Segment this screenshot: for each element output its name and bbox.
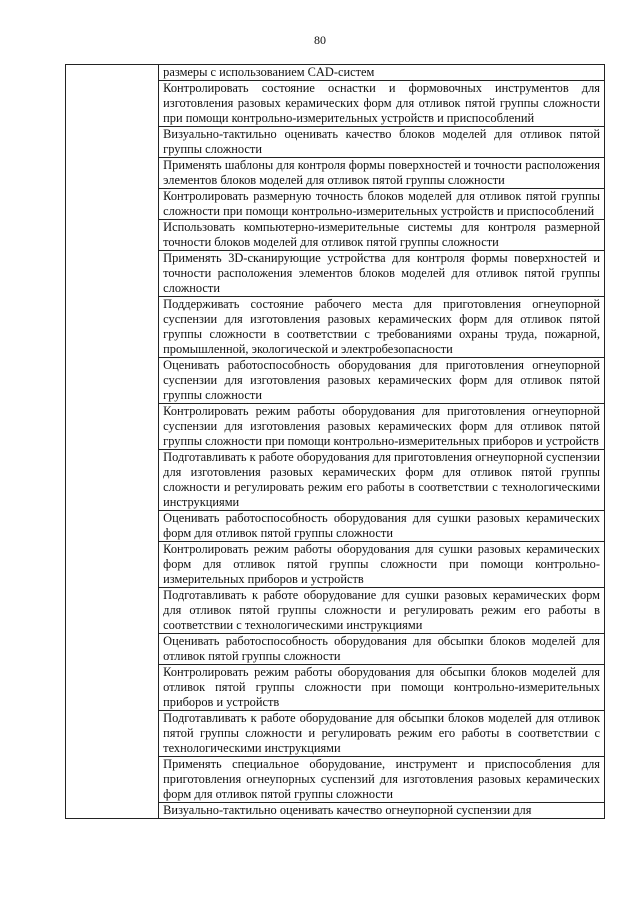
table-cell: Контролировать режим работы оборудования для приготовления огнеупорной суспензии для изготовления разовых керамических форм для отливок пятой группы сложности при помощи контрольно-измерительных приборов и устройств	[159, 404, 605, 450]
table-cell: Использовать компьютерно-измерительные системы для контроля размерной точности блоков моделей для отливок пятой группы сложности	[159, 220, 605, 251]
table-cell: Поддерживать состояние рабочего места для приготовления огнеупорной суспензии для изготовления разовых керамических форм для отливок пятой группы сложности в соответствии с требованиями охраны труда, пожарной, промышленной, экологической и электробезопасности	[159, 297, 605, 358]
table-cell: Применять 3D-сканирующие устройства для контроля формы поверхностей и точности расположения элементов блоков моделей для отливок пятой группы сложности	[159, 251, 605, 297]
table-cell: Подготавливать к работе оборудования для приготовления огнеупорной суспензии для изготовления разовых керамических форм для отливок пятой группы сложности и регулировать режим его работы в соответствии с технологическими инструкциями	[159, 450, 605, 511]
table-cell: Контролировать режим работы оборудования для сушки разовых керамических форм для отливок пятой группы сложности при помощи контрольно-измерительных приборов и устройств	[159, 542, 605, 588]
page-number: 80	[314, 33, 326, 47]
table-cell: Применять специальное оборудование, инструмент и приспособления для приготовления огнеупорных суспензий для изготовления разовых керамических форм для отливок пятой группы сложности	[159, 757, 605, 803]
skills-table-body	[66, 65, 605, 819]
table-cell: Подготавливать к работе оборудование для обсыпки блоков моделей для отливок пятой группы сложности и регулировать режим его работы в соответствии с технологическими инструкциями	[159, 711, 605, 757]
table-cell: размеры с использованием CAD-систем	[159, 65, 605, 81]
left-empty-cell	[66, 65, 159, 819]
table-cell: Визуально-тактильно оценивать качество блоков моделей для отливок пятой группы сложности	[159, 127, 605, 158]
table-cell: Визуально-тактильно оценивать качество огнеупорной суспензии для	[159, 803, 605, 819]
table-cell: Оценивать работоспособность оборудования для сушки разовых керамических форм для отливок пятой группы сложности	[159, 511, 605, 542]
table-row	[66, 65, 605, 81]
table-cell: Применять шаблоны для контроля формы поверхностей и точности расположения элементов блоков моделей для отливок пятой группы сложности	[159, 158, 605, 189]
table-cell: Оценивать работоспособность оборудования для обсыпки блоков моделей для отливок пятой группы сложности	[159, 634, 605, 665]
table-cell: Контролировать размерную точность блоков моделей для отливок пятой группы сложности при помощи контрольно-измерительных устройств и приспособлений	[159, 189, 605, 220]
table-cell: Контролировать состояние оснастки и формовочных инструментов для изготовления разовых керамических форм для отливок пятой группы сложности при помощи контрольно-измерительных устройств и приспособлений	[159, 81, 605, 127]
table-cell: Подготавливать к работе оборудование для сушки разовых керамических форм для отливок пятой группы сложности и регулировать режим его работы в соответствии с технологическими инструкциями	[159, 588, 605, 634]
table-cell: Оценивать работоспособность оборудования для приготовления огнеупорной суспензии для изготовления разовых керамических форм для отливок пятой группы сложности	[159, 358, 605, 404]
table-cell: Контролировать режим работы оборудования для обсыпки блоков моделей для отливок пятой группы сложности при помощи контрольно-измерительных приборов и устройств	[159, 665, 605, 711]
skills-table	[65, 64, 605, 819]
